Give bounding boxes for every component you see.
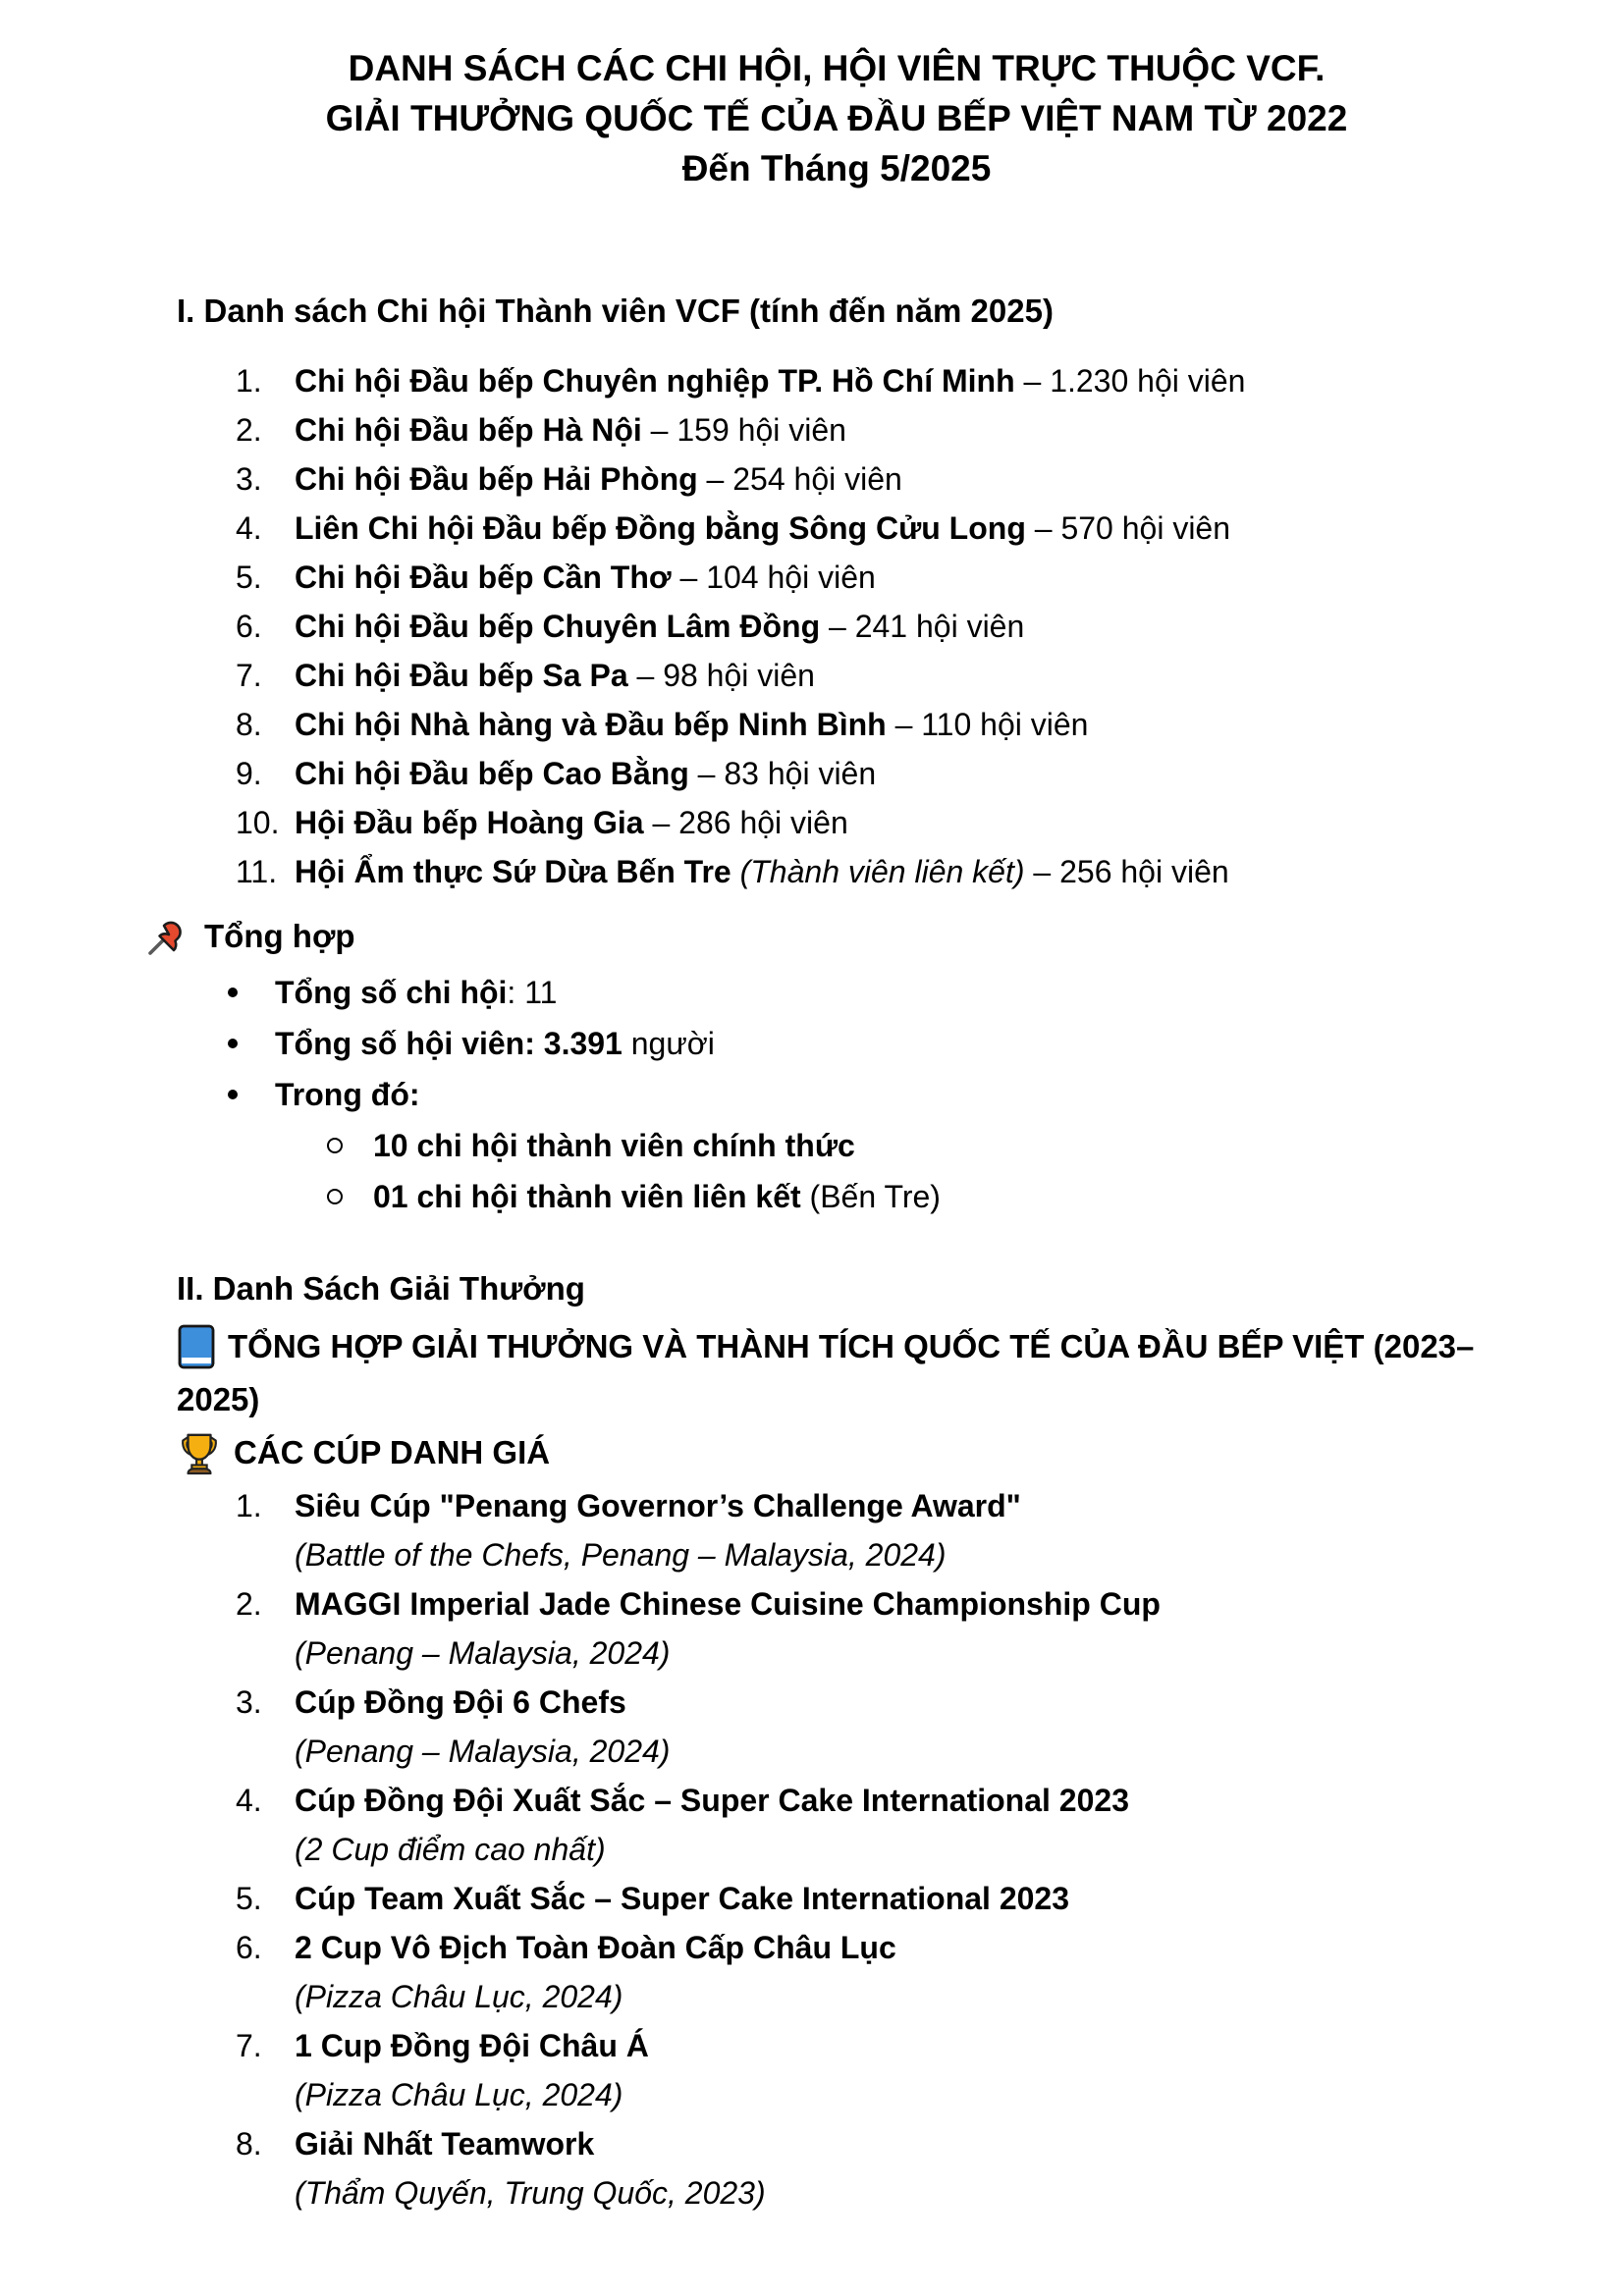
section-2-heading: II. Danh Sách Giải Thưởng — [177, 1270, 585, 1307]
chapter-text — [295, 798, 1496, 847]
bullet-marker — [228, 1018, 275, 1069]
award-name: 2 Cup Vô Địch Toàn Đoàn Cấp Châu Lục — [295, 1930, 896, 1965]
sub-bullet-text — [373, 1171, 941, 1222]
member-count: – 83 hội viên — [688, 756, 877, 791]
list-number: 7. — [236, 658, 262, 693]
chapter-list-item — [236, 553, 1496, 602]
chapter-name: Chi hội Đầu bếp Sa Pa — [295, 658, 628, 693]
chapter-name: Chi hội Đầu bếp Hải Phòng — [295, 461, 698, 497]
awards-summary-heading-row — [177, 1320, 1496, 1373]
bullet-text — [275, 1018, 715, 1069]
chapter-text — [295, 504, 1496, 553]
sub-bullet-value: (Bến Tre) — [800, 1179, 941, 1214]
award-detail: (Pizza Châu Lục, 2024) — [295, 2077, 623, 2112]
member-count: – 98 hội viên — [627, 658, 815, 693]
list-number: 7. — [236, 2028, 262, 2063]
member-count: – 570 hội viên — [1025, 510, 1231, 546]
award-detail: (2 Cup điểm cao nhất) — [295, 1832, 606, 1867]
section-1-heading: I. Danh sách Chi hội Thành viên VCF (tính đến năm 2025) — [177, 293, 1054, 329]
list-number: 8. — [236, 2126, 262, 2162]
chapter-name: Chi hội Đầu bếp Cần Thơ — [295, 560, 672, 595]
award-text — [295, 2119, 1496, 2217]
summary-sub-bullet-list — [327, 1120, 1496, 1222]
blue-book-icon — [177, 1324, 216, 1369]
list-number: 11. — [236, 854, 278, 889]
award-name: Giải Nhất Teamwork — [295, 2126, 595, 2162]
award-item — [236, 1776, 1496, 1874]
summary-sub-bullet — [327, 1171, 1496, 1222]
chapter-list-item — [236, 504, 1496, 553]
list-number: 4. — [236, 510, 262, 546]
award-text — [295, 1776, 1496, 1874]
trophy-icon — [177, 1429, 222, 1476]
member-count: – 254 hội viên — [697, 461, 902, 497]
list-number: 3. — [236, 461, 262, 497]
sub-bullet-text — [373, 1120, 855, 1171]
member-count: – 104 hội viên — [671, 560, 876, 595]
bullet-label: Tổng số chi hội — [275, 975, 508, 1010]
award-detail: (Penang – Malaysia, 2024) — [295, 1734, 671, 1769]
list-number: 3. — [236, 1684, 262, 1720]
list-number: 9. — [236, 756, 262, 791]
list-number: 5. — [236, 560, 262, 595]
award-text — [295, 1923, 1496, 2021]
title-line-1: DANH SÁCH CÁC CHI HỘI, HỘI VIÊN TRỰC THUỘC VCF. — [348, 48, 1326, 88]
list-number: 2. — [236, 412, 262, 448]
bullet-label: Tổng số hội viên: 3.391 — [275, 1026, 623, 1061]
list-number: 6. — [236, 609, 262, 644]
chapter-text — [295, 700, 1496, 749]
chapter-text — [295, 602, 1496, 651]
award-name: 1 Cup Đồng Đội Châu Á — [295, 2028, 649, 2063]
member-count: – 256 hội viên — [1024, 854, 1229, 889]
chapter-list-item — [236, 602, 1496, 651]
award-text — [295, 2021, 1496, 2119]
award-detail: (Battle of the Chefs, Penang – Malaysia, 2024) — [295, 1537, 947, 1573]
member-count: – 110 hội viên — [886, 707, 1089, 742]
chapter-text — [295, 356, 1496, 405]
chapter-text — [295, 651, 1496, 700]
bullet-text — [275, 1069, 420, 1120]
list-number: 5. — [236, 1881, 262, 1916]
chapter-list-item — [236, 749, 1496, 798]
chapter-name: Chi hội Đầu bếp Chuyên Lâm Đồng — [295, 609, 821, 644]
member-count: – 159 hội viên — [641, 412, 846, 448]
chapter-list-item — [236, 700, 1496, 749]
chapter-text — [295, 405, 1496, 454]
sub-bullet-label: 10 chi hội thành viên chính thức — [373, 1128, 855, 1163]
chapter-name: Chi hội Đầu bếp Hà Nội — [295, 412, 642, 448]
award-item — [236, 1579, 1496, 1678]
bullet-label: Trong đó: — [275, 1077, 420, 1112]
award-text — [295, 1678, 1496, 1776]
summary-heading-row — [177, 910, 1496, 963]
title-line-3: Đến Tháng 5/2025 — [681, 148, 992, 188]
chapter-name: Chi hội Đầu bếp Chuyên nghiệp TP. Hồ Chí Minh — [295, 363, 1015, 399]
chapter-list-item — [236, 405, 1496, 454]
sub-bullet-label: 01 chi hội thành viên liên kết — [373, 1179, 801, 1214]
list-number: 1. — [236, 363, 262, 399]
award-text — [295, 1579, 1496, 1678]
award-item — [236, 1874, 1496, 1923]
award-item — [236, 2021, 1496, 2119]
award-name: MAGGI Imperial Jade Chinese Cuisine Championship Cup — [295, 1586, 1161, 1622]
chapter-name: Hội Đầu bếp Hoàng Gia — [295, 805, 644, 840]
award-name: Cúp Đồng Đội Xuất Sắc – Super Cake International 2023 — [295, 1783, 1129, 1818]
chapter-text — [295, 749, 1496, 798]
title-line-2: GIẢI THƯỞNG QUỐC TẾ CỦA ĐẦU BẾP VIỆT NAM TỪ 2022 — [325, 98, 1348, 138]
awards-summary-heading-continuation: 2025) — [177, 1381, 260, 1417]
award-item — [236, 1923, 1496, 2021]
bullet-value: người — [622, 1026, 715, 1061]
list-number: 8. — [236, 707, 262, 742]
chapter-text — [295, 847, 1496, 896]
awards-summary-heading: TỔNG HỢP GIẢI THƯỞNG VÀ THÀNH TÍCH QUỐC TẾ CỦA ĐẦU BẾP VIỆT (2023– — [228, 1328, 1475, 1364]
summary-heading: Tổng hợp — [204, 918, 355, 954]
chapter-name: Chi hội Nhà hàng và Đầu bếp Ninh Bình — [295, 707, 887, 742]
list-number: 1. — [236, 1488, 262, 1523]
award-text — [295, 1481, 1496, 1579]
list-number: 10. — [236, 805, 280, 840]
chapter-list-item — [236, 847, 1496, 896]
chapter-text — [295, 553, 1496, 602]
document-title — [177, 43, 1496, 193]
member-count: – 286 hội viên — [643, 805, 848, 840]
bullet-text — [275, 967, 557, 1018]
chapter-list-item — [236, 356, 1496, 405]
chapter-name: Hội Ẩm thực Sứ Dừa Bến Tre — [295, 854, 731, 889]
awards-list — [236, 1481, 1496, 2217]
pushpin-icon — [143, 913, 190, 960]
award-item — [236, 2119, 1496, 2217]
award-text — [295, 1874, 1496, 1923]
award-detail: (Thẩm Quyến, Trung Quốc, 2023) — [295, 2175, 766, 2211]
award-item — [236, 1481, 1496, 1579]
chapter-name: Liên Chi hội Đầu bếp Đồng bằng Sông Cửu Long — [295, 510, 1026, 546]
award-detail: (Pizza Châu Lục, 2024) — [295, 1979, 623, 2014]
list-number: 4. — [236, 1783, 262, 1818]
chapter-list-item — [236, 651, 1496, 700]
summary-sub-bullet — [327, 1120, 1496, 1171]
award-name: Siêu Cúp "Penang Governor’s Challenge Award" — [295, 1488, 1021, 1523]
award-item — [236, 1678, 1496, 1776]
award-name: Cúp Team Xuất Sắc – Super Cake International 2023 — [295, 1881, 1070, 1916]
cups-heading: CÁC CÚP DANH GIÁ — [234, 1434, 551, 1470]
chapter-name: Chi hội Đầu bếp Cao Bằng — [295, 756, 689, 791]
bullet-marker — [228, 1069, 275, 1120]
chapter-text — [295, 454, 1496, 504]
member-count: – 1.230 hội viên — [1014, 363, 1246, 399]
award-detail: (Penang – Malaysia, 2024) — [295, 1635, 671, 1671]
chapter-list — [236, 356, 1496, 896]
member-count: – 241 hội viên — [820, 609, 1025, 644]
list-number: 2. — [236, 1586, 262, 1622]
summary-bullet-list — [228, 967, 1496, 1120]
bullet-value: : 11 — [507, 975, 558, 1010]
circle-marker — [327, 1120, 373, 1171]
cups-heading-row — [177, 1426, 1496, 1479]
circle-marker — [327, 1171, 373, 1222]
chapter-list-item — [236, 454, 1496, 504]
chapter-note: (Thành viên liên kết) — [731, 854, 1025, 889]
summary-bullet — [228, 1018, 1496, 1069]
summary-bullet — [228, 1069, 1496, 1120]
award-name: Cúp Đồng Đội 6 Chefs — [295, 1684, 626, 1720]
bullet-marker — [228, 967, 275, 1018]
summary-bullet — [228, 967, 1496, 1018]
chapter-list-item — [236, 798, 1496, 847]
list-number: 6. — [236, 1930, 262, 1965]
